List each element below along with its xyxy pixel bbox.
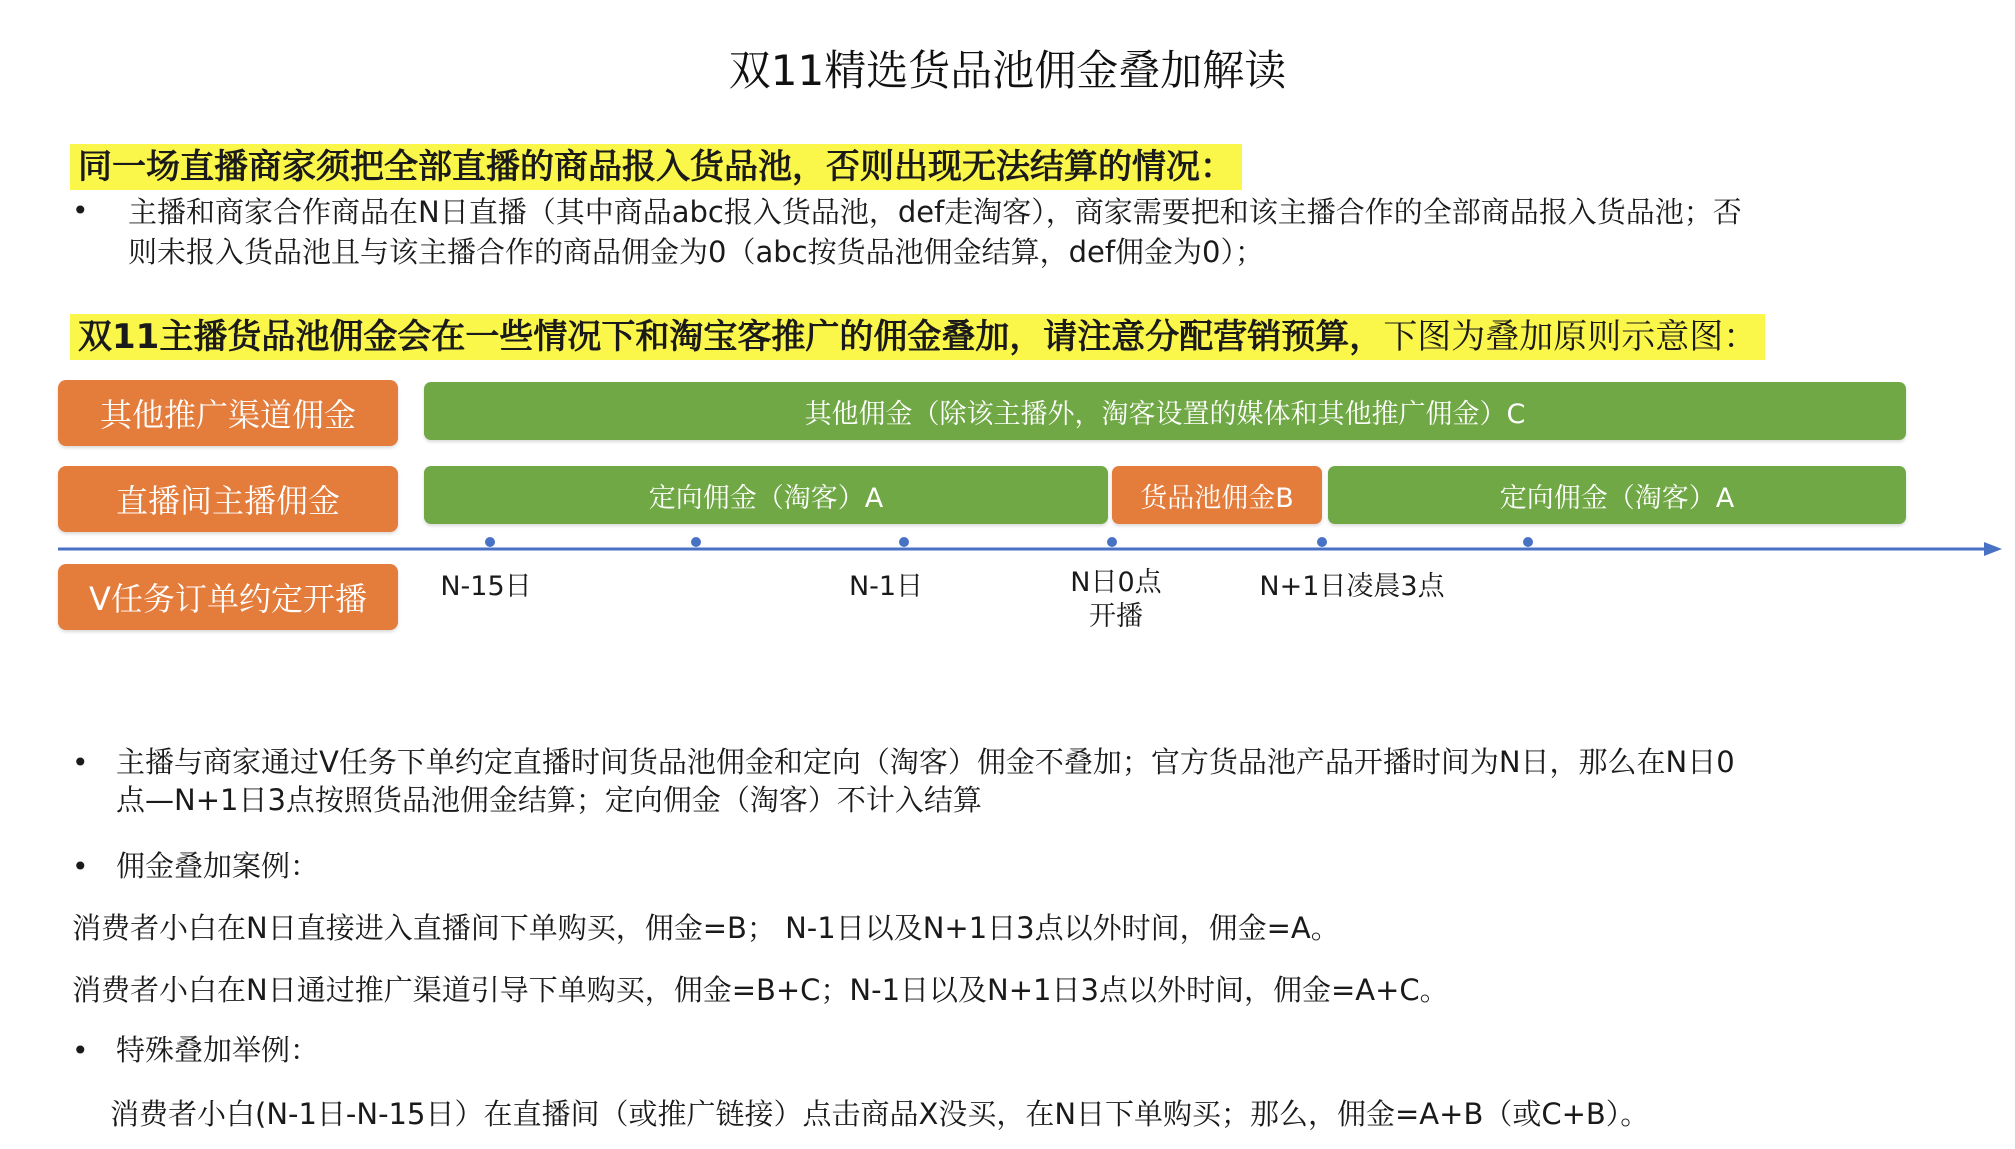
section2-heading-plain: 下图为叠加原则示意图： — [1383, 317, 1758, 357]
section2-heading — [70, 314, 1765, 360]
section3-case1: 消费者小白在N日直接进入直播间下单购买，佣金=B； N-1日以及N+1日3点以外时间，佣金=A。 — [72, 911, 1340, 945]
timeline-arrow-icon — [1984, 542, 2002, 556]
section1-bullet-line1: 主播和商家合作商品在N日直播（其中商品abc报入货品池，def走淘客），商家需要把和该主播合作的全部商品报入货品池；否 — [128, 195, 1742, 229]
bar-targeted-commission-left: 定向佣金（淘客）A — [424, 466, 1108, 524]
row-label-v-task: V任务订单约定开播 — [58, 564, 398, 630]
bullet-dot-icon: • — [72, 194, 89, 227]
bullet-dot-icon: • — [72, 746, 89, 779]
tick-label-n+1: N+1日凌晨3点 — [1259, 571, 1445, 602]
timeline-axis — [0, 530, 2015, 570]
section2-heading-wrap — [70, 314, 1765, 360]
bar-pool-commission: 货品池佣金B — [1112, 466, 1322, 524]
bar-targeted-commission-right: 定向佣金（淘客）A — [1328, 466, 1906, 524]
timeline-tick — [1317, 537, 1327, 547]
row-label-live-host: 直播间主播佣金 — [58, 466, 398, 532]
bullet-dot-icon: • — [72, 1034, 89, 1067]
page-title: 双11精选货品池佣金叠加解读 — [728, 46, 1287, 95]
row-label-other-channels: 其他推广渠道佣金 — [58, 380, 398, 446]
section3-bullet1-line2: 点—N+1日3点按照货品池佣金结算；定向佣金（淘客）不计入结算 — [116, 783, 982, 817]
section3-bullet3: 特殊叠加举例： — [116, 1033, 320, 1067]
section3-special: 消费者小白(N-1日-N-15日）在直播间（或推广链接）点击商品X没买，在N日下单购买；那么，佣金=A+B（或C+B）。 — [110, 1097, 1650, 1131]
section3-case2: 消费者小白在N日通过推广渠道引导下单购买，佣金=B+C；N-1日以及N+1日3点以外时间，佣金=A+C。 — [72, 973, 1449, 1007]
section3-bullet1-line1: 主播与商家通过V任务下单约定直播时间货品池佣金和定向（淘客）佣金不叠加；官方货品池产品开播时间为N日，那么在N日0 — [116, 745, 1735, 779]
timeline-tick — [691, 537, 701, 547]
tick-label-n-0 — [1070, 566, 1161, 634]
section1-heading-wrap — [70, 144, 1242, 190]
tick-label-n-0-line1: N日0点 — [1070, 567, 1162, 598]
section1-bullet-line2: 则未报入货品池且与该主播合作的商品佣金为0（abc按货品池佣金结算，def佣金为0）； — [128, 235, 1264, 269]
section2-heading-bold: 双11主播货品池佣金会在一些情况下和淘宝客推广的佣金叠加，请注意分配营销预算， — [78, 317, 1384, 357]
bullet-dot-icon: • — [72, 850, 89, 883]
section1-heading: 同一场直播商家须把全部直播的商品报入货品池，否则出现无法结算的情况： — [70, 144, 1242, 190]
section3-bullet2: 佣金叠加案例： — [116, 849, 320, 883]
tick-label-n-0-line2: 开播 — [1088, 601, 1143, 632]
timeline-tick — [1107, 537, 1117, 547]
timeline-tick — [1523, 537, 1533, 547]
bar-other-commission: 其他佣金（除该主播外，淘客设置的媒体和其他推广佣金）C — [424, 382, 1906, 440]
timeline-tick — [485, 537, 495, 547]
tick-label-n-1: N-1日 — [848, 571, 924, 602]
timeline-tick — [899, 537, 909, 547]
tick-label-n-15: N-15日 — [440, 571, 532, 602]
